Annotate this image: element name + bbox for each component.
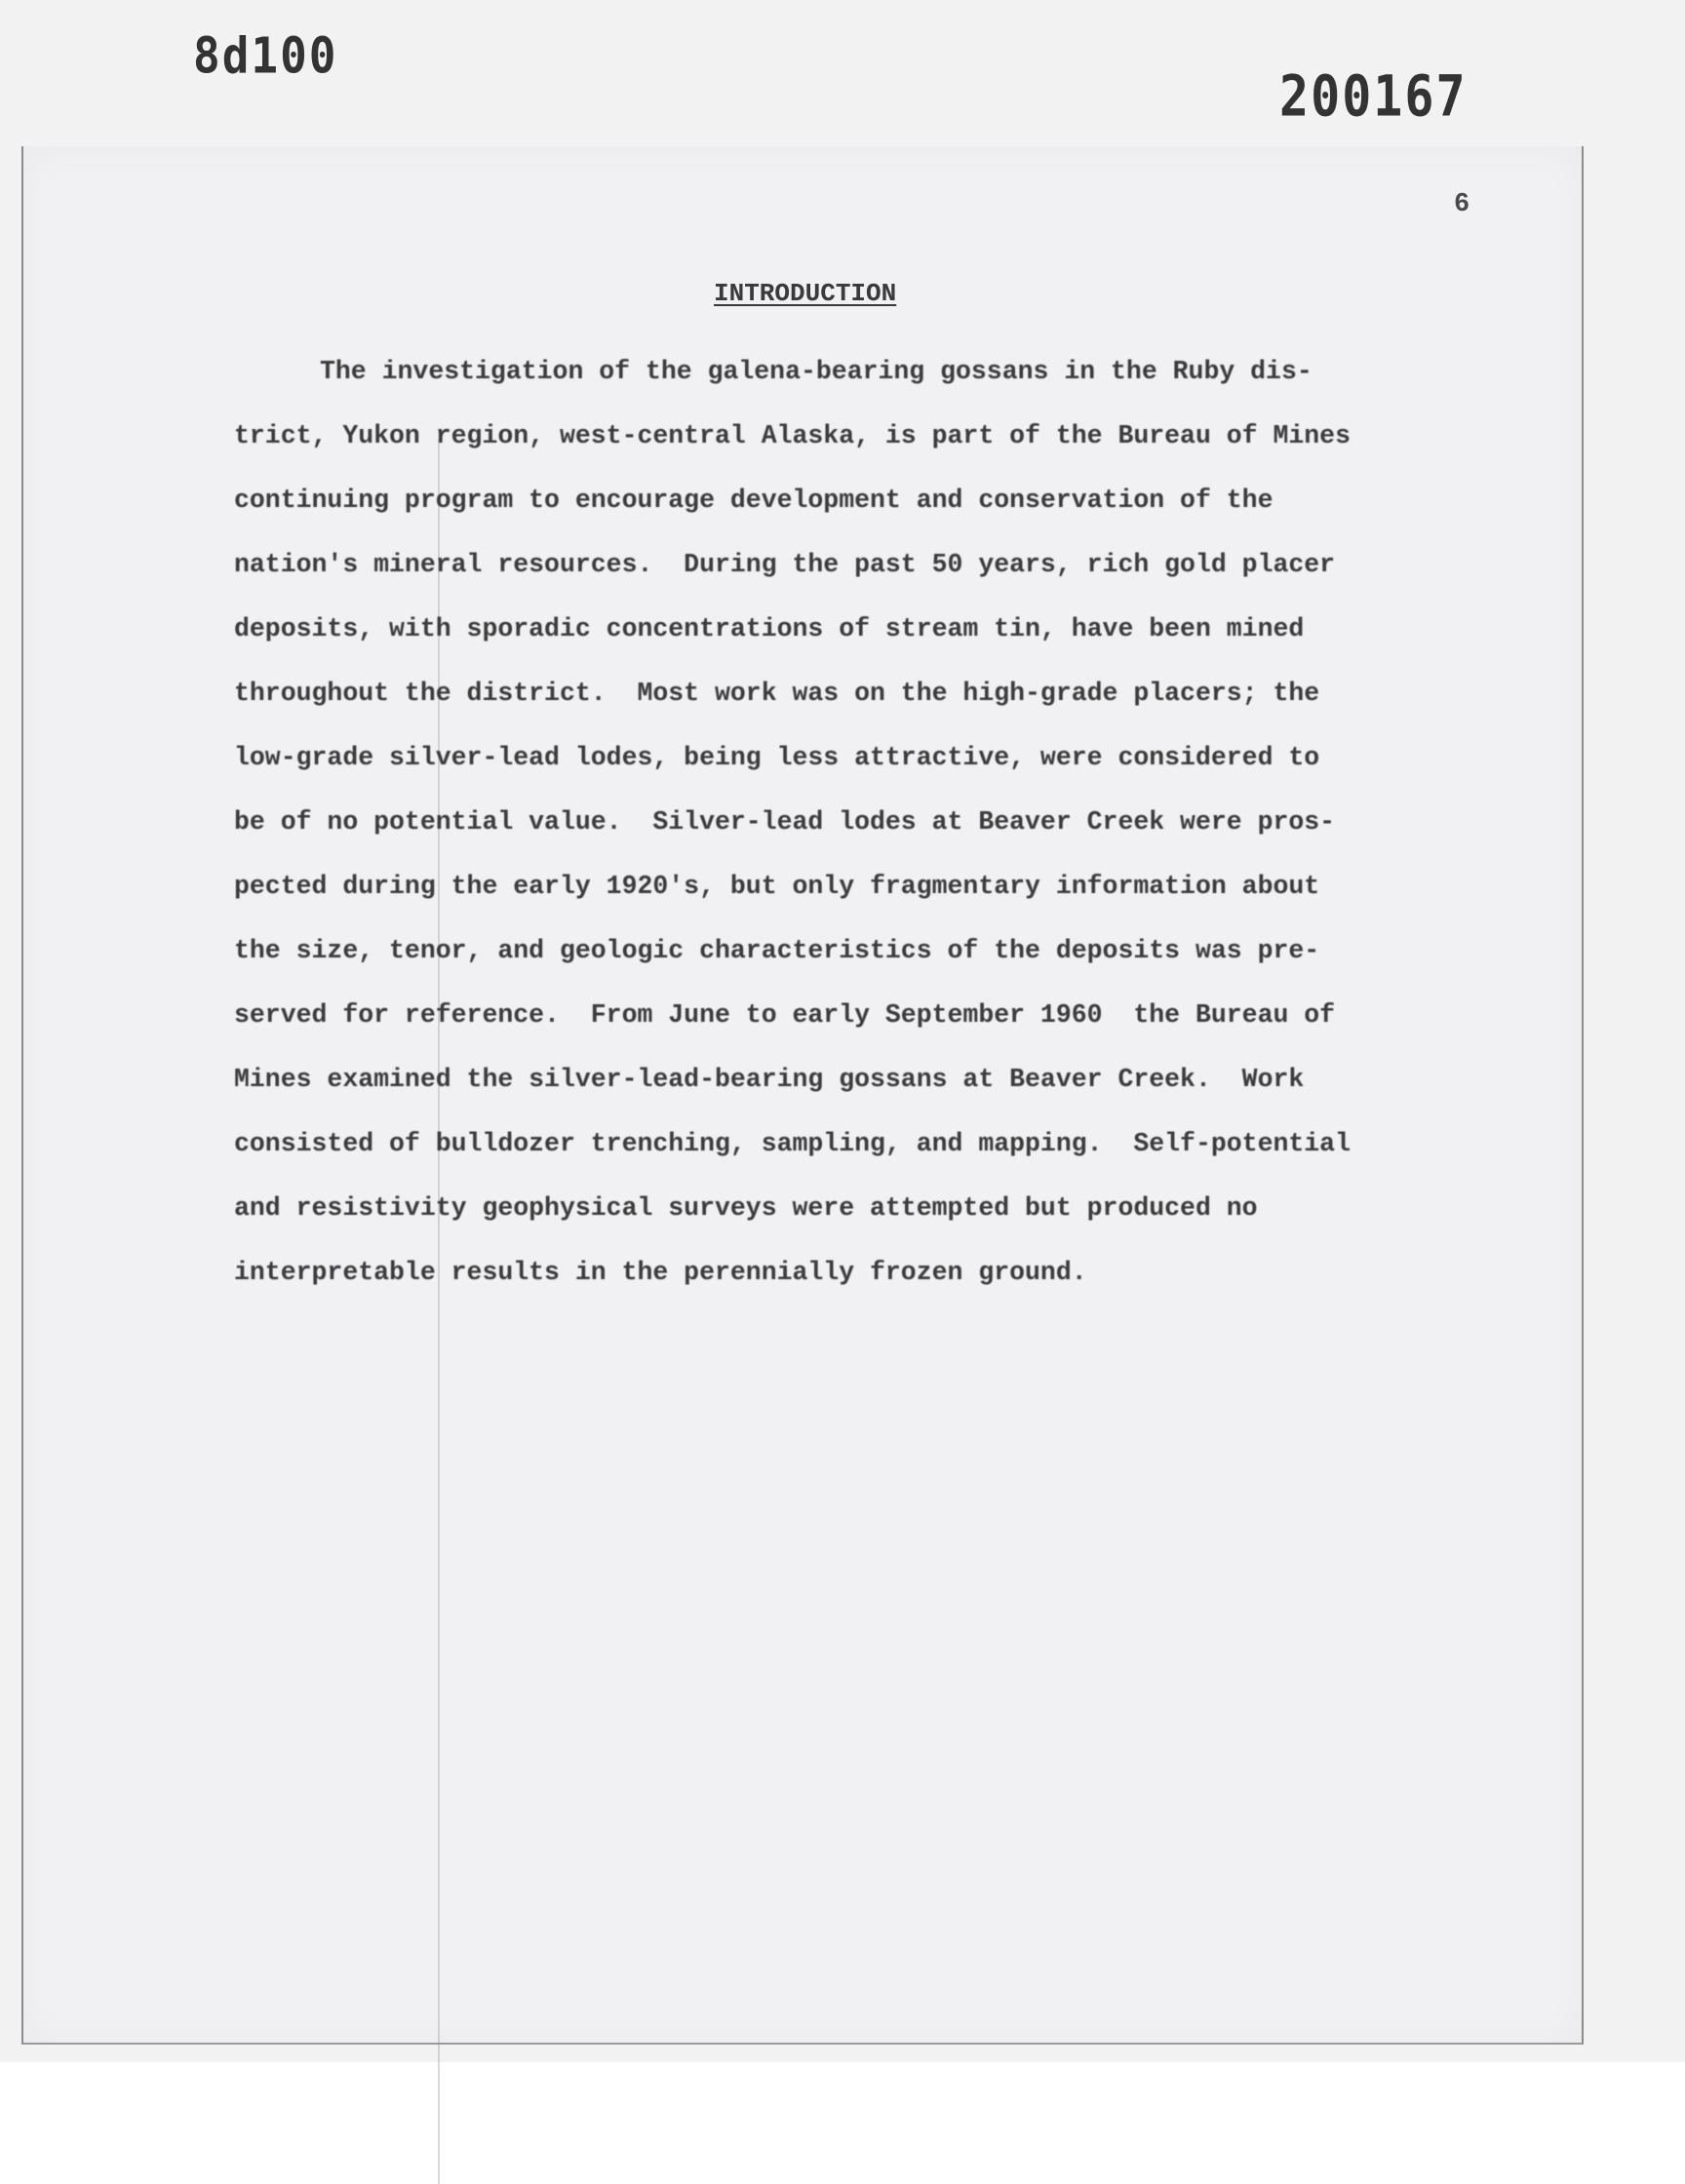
page-number: 6 bbox=[1454, 190, 1470, 219]
introduction-paragraph bbox=[234, 339, 1453, 1305]
body-line: trict, Yukon region, west-central Alaska, is part of the Bureau of Mines bbox=[234, 421, 1351, 450]
body-line: consisted of bulldozer trenching, sampling, and mapping. Self-potential bbox=[234, 1129, 1351, 1158]
body-line: nation's mineral resources. During the past 50 years, rich gold placer bbox=[234, 550, 1336, 579]
body-line: The investigation of the galena-bearing gossans in the Ruby dis- bbox=[320, 357, 1313, 386]
body-line: low-grade silver-lead lodes, being less attractive, were considered to bbox=[234, 743, 1320, 772]
body-line: the size, tenor, and geologic characteristics of the deposits was pre- bbox=[234, 936, 1320, 965]
body-line: Mines examined the silver-lead-bearing gossans at Beaver Creek. Work bbox=[234, 1065, 1305, 1094]
body-line: pected during the early 1920's, but only fragmentary information about bbox=[234, 872, 1320, 901]
body-line: throughout the district. Most work was on the high-grade placers; the bbox=[234, 679, 1320, 708]
body-line: and resistivity geophysical surveys were attempted but produced no bbox=[234, 1193, 1258, 1223]
body-line: continuing program to encourage development and conservation of the bbox=[234, 486, 1274, 515]
stamp-number-top-right: 200167 bbox=[1279, 63, 1468, 130]
body-line: be of no potential value. Silver-lead lodes at Beaver Creek were pros- bbox=[234, 807, 1336, 837]
section-heading: INTRODUCTION bbox=[714, 279, 897, 308]
stamp-number-top-left: 8d100 bbox=[193, 26, 338, 85]
body-line: interpretable results in the perennially frozen ground. bbox=[234, 1258, 1087, 1287]
body-line: served for reference. From June to early September 1960 the Bureau of bbox=[234, 1000, 1336, 1030]
body-line: deposits, with sporadic concentrations of stream tin, have been mined bbox=[234, 614, 1305, 644]
